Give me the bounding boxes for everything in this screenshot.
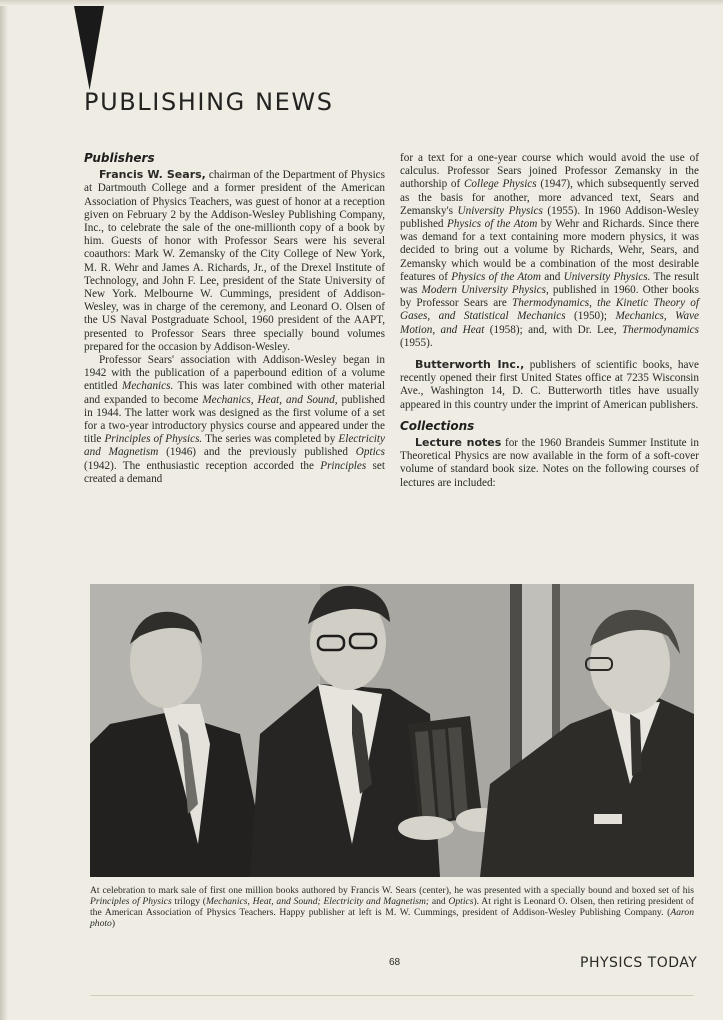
right-column <box>400 152 699 490</box>
lead-butterworth: Butterworth Inc., <box>415 358 525 372</box>
publishers-heading: Publishers <box>84 151 155 165</box>
right-paragraph-1: for a text for a one-year course which would avoid the use of calculus. Professor Sears joined Professor Zemansky in the authorship of College Physics (1947), which subsequently served as the basis for another, more advanced text, Sears and Zemansky's University Physics (1955). In 1960 Addison-Wesley published Physics of the Atom by Wehr and Richards. Since there was demand for a text containing more modern physics, it was decided to bring out a volume by Richards, Wehr, Sears, and Zemansky which would be a combination of the most desirable features of Physics of the Atom and University Physics. The result was Modern University Physics, published in 1960. Other books by Professor Sears are Thermodynamics, the Kinetic Theory of Gases, and Statistical Mechanics (1950); Mechanics, Wave Motion, and Heat (1958); and, with Dr. Lee, Thermodynamics (1955). <box>400 152 699 349</box>
right-paragraph-butterworth: Butterworth Inc., publishers of scientific books, have recently opened their first United States office at 7235 Wisconsin Ave., Washington 14, D. C. Butterworth titles have usually appeared in this country under the imprint of American publishers. <box>400 358 699 411</box>
journal-name: PHYSICS TODAY <box>580 955 698 971</box>
footer-rule <box>90 995 694 996</box>
page-left-edge <box>0 0 8 1020</box>
celebration-photo <box>90 584 694 877</box>
right-paragraph-lecture-notes: Lecture notes for the 1960 Brandeis Summer Institute in Theoretical Physics are now available in the form of a soft-cover volume of standard book size. Notes on the following courses of lectures are included: <box>400 436 699 489</box>
left-paragraph-2: Professor Sears' association with Addison-Wesley began in 1942 with the publication of a paperbound edition of a volume entitled Mechanics. This was later combined with other material and expanded to become Mechanics, Heat, and Sound, published in 1944. The latter work was designed as the first volume of a set for a two-year introductory physics course and appeared under the title Principles of Physics. The series was completed by Electricity and Magnetism (1946) and the previously published Optics (1942). The enthusiastic reception accorded the Principles set created a demand <box>84 354 385 485</box>
lead-lecture-notes: Lecture notes <box>415 436 502 450</box>
photo-caption: At celebration to mark sale of first one million books authored by Francis W. Sears (center), he was presented with a specially bound and boxed set of his Principles of Physics trilogy (Mechanics, Heat, and Sound; Electricity and Magnetism; and Optics). At right is Leonard O. Olsen, then retiring president of the American Association of Physics Teachers. Happy publisher at left is M. W. Cummings, president of Addison-Wesley Publishing Company. (Aaron photo) <box>90 885 694 929</box>
collections-heading: Collections <box>400 418 475 433</box>
left-column <box>84 152 385 486</box>
page-number: 68 <box>389 957 401 968</box>
page-top-edge <box>0 0 723 6</box>
section-title: PUBLISHING NEWS <box>84 88 334 116</box>
left-paragraph-1: Francis W. Sears, chairman of the Department of Physics at Dartmouth College and a former president of the American Association of Physics Teachers, was guest of honor at a reception given on February 2 by the Addison-Wesley Publishing Company, Inc., to celebrate the sale of the one-millionth copy of a book by him. Guests of honor with Professor Sears were his several coauthors: Mark W. Zemansky of the City College of New York, M. R. Wehr and James A. Richards, Jr., of the Drexel Institute of Technology, and John F. Lee, president of the State University of New York. Melbourne W. Cummings, president of Addison-Wesley, was in charge of the ceremony, and Leonard O. Olsen of the US Naval Postgraduate School, 1960 president of the AAPT, presented to Professor Sears three specially bound volumes prepared for the occasion by Addison-Wesley. <box>84 168 385 353</box>
lead-name-sears: Francis W. Sears, <box>99 168 206 182</box>
header-wedge-ornament <box>74 6 104 90</box>
photo-illustration <box>90 584 694 877</box>
